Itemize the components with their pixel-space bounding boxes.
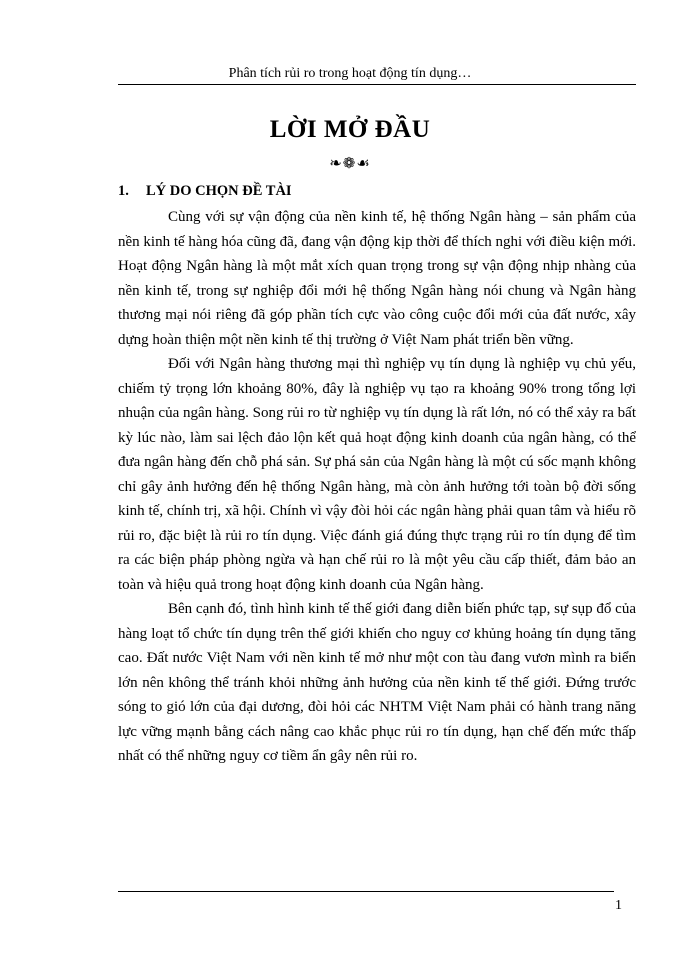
- footer-divider: [118, 891, 614, 892]
- section-number: 1.: [118, 183, 129, 199]
- header-divider: [118, 84, 636, 85]
- running-header: Phân tích rủi ro trong hoạt động tín dụng…: [228, 66, 472, 81]
- page-number: 1: [615, 898, 622, 913]
- section-heading: [118, 183, 636, 200]
- section-title: LÝ DO CHỌN ĐỀ TÀI: [146, 183, 292, 199]
- body-text: [118, 205, 636, 769]
- ornament-divider: ❧❁☙: [329, 156, 371, 172]
- paragraph: Cùng với sự vận động của nền kinh tế, hệ thống Ngân hàng – sản phẩm của nền kinh tế hàng hóa cũng đã, đang vận động kịp thời để thích nghi với điều kiện mới. Hoạt động Ngân hàng là một mắt xích quan trọng trong sự vận động nhịp nhàng của nền kinh tế, trong sự nghiệp đổi mới hệ thống Ngân hàng nói chung và Ngân hàng thương mại nói riêng đã góp phần tích cực vào công cuộc đổi mới của đất nước, xây dựng hoàn thiện một nền kinh tế thị trường ở Việt Nam phát triển bền vững.: [118, 209, 636, 348]
- paragraph: Đối với Ngân hàng thương mại thì nghiệp vụ tín dụng là nghiệp vụ chủ yếu, chiếm tỷ trọng lớn khoảng 80%, đây là nghiệp vụ tạo ra khoảng 90% trong tổng lợi nhuận của ngân hàng. Song rủi ro từ nghiệp vụ tín dụng là rất lớn, nó có thể xảy ra bất kỳ lúc nào, làm sai lệch đảo lộn kết quả hoạt động kinh doanh của ngân hàng, có thể đưa ngân hàng đến chỗ phá sản. Sự phá sản của Ngân hàng là một cú sốc mạnh không chỉ gây ảnh hưởng đến hệ thống Ngân hàng, mà còn ảnh hưởng tới toàn bộ đời sống kinh tế, chính trị, xã hội. Chính vì vậy đòi hỏi các ngân hàng phải quan tâm và hiểu rõ rủi ro, đặc biệt là rủi ro tín dụng. Việc đánh giá đúng thực trạng rủi ro tín dụng để tìm ra các biện pháp phòng ngừa và hạn chế rủi ro là một yêu cầu cấp thiết, đảm bảo an toàn và hiệu quả trong hoạt động kinh doanh của Ngân hàng.: [118, 356, 636, 593]
- paragraph: Bên cạnh đó, tình hình kinh tế thế giới đang diễn biến phức tạp, sự sụp đổ của hàng loạt tổ chức tín dụng trên thế giới khiến cho nguy cơ khủng hoảng tín dụng tăng cao. Đất nước Việt Nam với nền kinh tế mở như một con tàu đang vươn mình ra biển lớn nên không thể tránh khỏi những ảnh hưởng của nền kinh tế thế giới. Đứng trước sóng to gió lớn của đại dương, đòi hỏi các NHTM Việt Nam phải có hành trang năng lực vững mạnh bằng cách nâng cao khắc phục rủi ro tín dụng, hạn chế đến mức thấp nhất có thể những nguy cơ tiềm ẩn gây nên rủi ro.: [118, 601, 636, 764]
- page-title: LỜI MỞ ĐẦU: [269, 116, 431, 143]
